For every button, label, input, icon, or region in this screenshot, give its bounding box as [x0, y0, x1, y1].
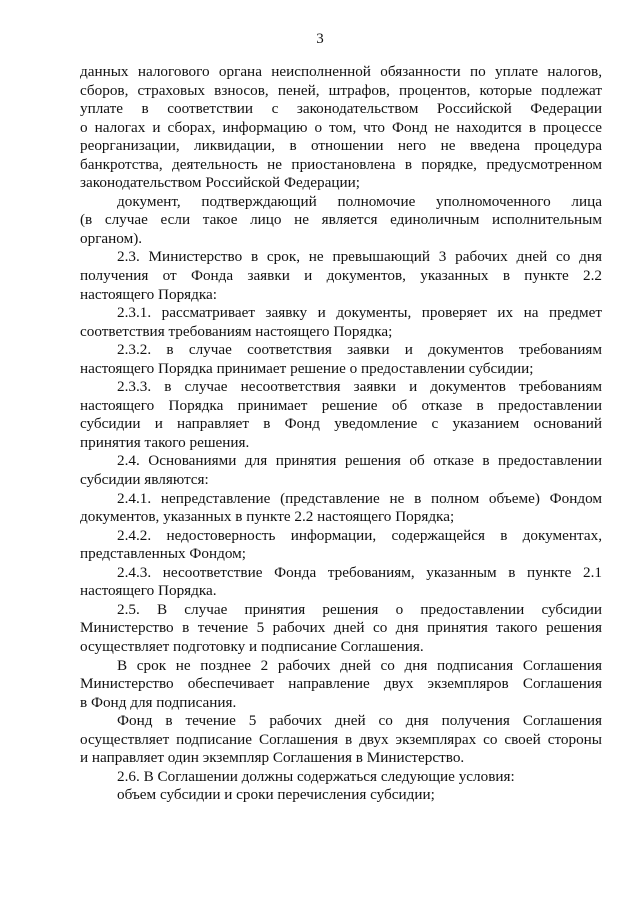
text-line: 2.6. В Соглашении должны содержаться следующие условия: [117, 767, 515, 785]
text-line: 2.3. Министерство в срок, не превышающий 3 рабочих дней со дня [117, 248, 602, 266]
text-line: уплате в соответствии с законодательством Российской Федерации [80, 100, 602, 118]
text-line: В срок не позднее 2 рабочих дней со дня подписания Соглашения [117, 656, 602, 674]
text-line: представленных Фондом; [80, 545, 247, 563]
text-line: Министерство обеспечивает направление двух экземпляров Соглашения [80, 675, 602, 693]
text-line: 2.3.2. в случае соответствия заявки и документов требованиям [117, 341, 602, 359]
text-line: Министерство в течение 5 рабочих дней со дня принятия такого решения [80, 619, 602, 637]
text-line: органом). [80, 229, 143, 247]
text-line: субсидии являются: [80, 471, 209, 489]
text-line: осуществляет подписание Соглашения в двух экземплярах со своей стороны [80, 730, 602, 748]
text-line: 2.4.2. недостоверность информации, содержащейся в документах, [117, 526, 602, 544]
text-line: банкротства, деятельность не приостановлена в порядке, предусмотренном [80, 155, 602, 173]
page-number: 3 [316, 31, 324, 47]
text-line: 2.3.3. в случае несоответствия заявки и документов требованиям [117, 378, 602, 396]
text-line: реорганизации, ликвидации, в отношении него не введена процедура [80, 137, 602, 155]
document-body-text [80, 63, 602, 805]
text-line: сборов, страховых взносов, пеней, штрафов, процентов, которые подлежат [80, 81, 602, 99]
text-line: настоящего Порядка. [80, 582, 217, 600]
text-line: 2.5. В случае принятия решения о предоставлении субсидии [117, 600, 602, 618]
text-line: настоящего Порядка принимает решение об отказе в предоставлении [80, 396, 602, 414]
text-line: 2.3.1. рассматривает заявку и документы, проверяет их на предмет [117, 304, 602, 322]
text-line: субсидии и направляет в Фонд уведомление с указанием оснований [80, 415, 602, 433]
text-line: в Фонд для подписания. [80, 693, 237, 711]
text-line: соответствия требованиям настоящего Порядка; [80, 322, 393, 340]
text-line: (в случае если такое лицо не является единоличным исполнительным [80, 211, 602, 229]
text-line: получения от Фонда заявки и документов, указанных в пункте 2.2 [80, 267, 602, 285]
text-line: принятия такого решения. [80, 433, 250, 451]
text-line: документ, подтверждающий полномочие уполномоченного лица [117, 192, 602, 210]
text-line: Фонд в течение 5 рабочих дней со дня получения Соглашения [117, 712, 602, 730]
text-line: о налогах и сборах, информацию о том, что Фонд не находится в процессе [80, 118, 602, 136]
text-line: 2.4.3. несоответствие Фонда требованиям, указанным в пункте 2.1 [117, 563, 602, 581]
text-line: настоящего Порядка: [80, 285, 217, 303]
text-line: осуществляет подготовку и подписание Соглашения. [80, 637, 424, 655]
text-line: объем субсидии и сроки перечисления субсидии; [117, 786, 435, 804]
text-line: законодательством Российской Федерации; [80, 174, 360, 192]
text-line: и направляет один экземпляр Соглашения в Министерство. [80, 749, 465, 767]
text-line: документов, указанных в пункте 2.2 настоящего Порядка; [80, 508, 455, 526]
text-line: настоящего Порядка принимает решение о предоставлении субсидии; [80, 359, 534, 377]
text-line: данных налогового органа неисполненной обязанности по уплате налогов, [80, 63, 602, 80]
text-line: 2.4.1. непредставление (представление не в полном объеме) Фондом [117, 489, 602, 507]
text-line: 2.4. Основаниями для принятия решения об отказе в предоставлении [117, 452, 602, 470]
